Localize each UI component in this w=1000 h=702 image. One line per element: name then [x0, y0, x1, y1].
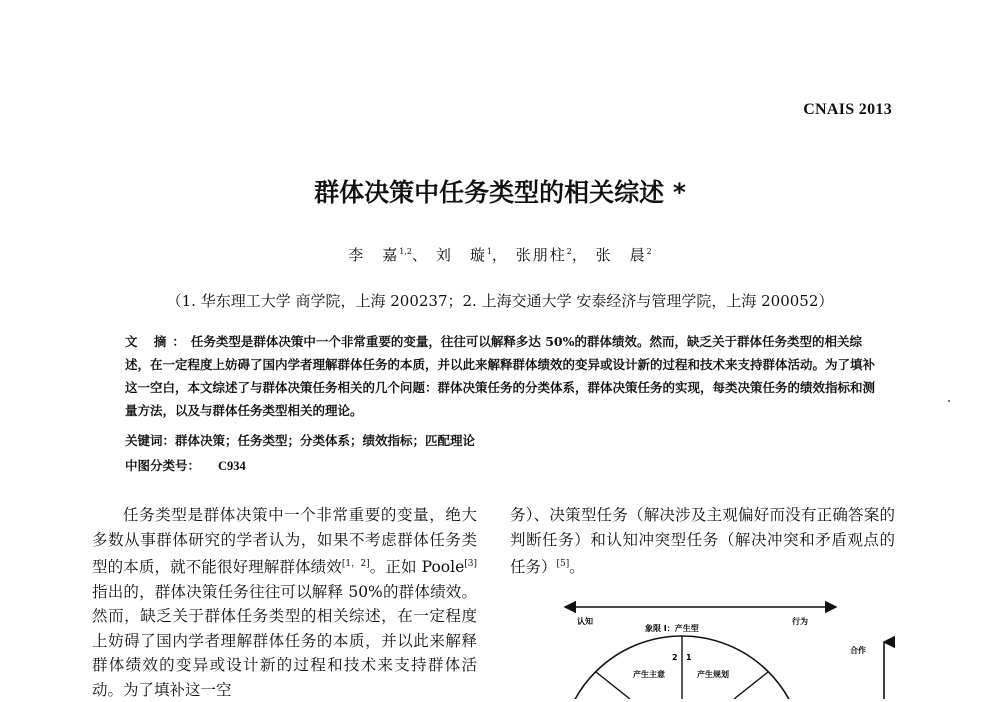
abstract: [125, 330, 875, 422]
abstract-text: 任务类型是群体决策中一个非常重要的变量，往往可以解释多达 50%的群体绩效。然而，缺乏关于群体任务类型的相关综述，在一定程度上妨碍了国内学者理解群体任务的本质，并以此来解释群体绩效的变异或设计新的过程和技术来支持群体活动。为了填补这一空白，本文综述了与群体决策任务相关的几个问题：群体决策任务的分类体系，群体决策任务的实现，每类决策任务的绩效指标和测量方法，以及与群体任务类型相关的理论。: [125, 334, 876, 418]
paper-title: 群体决策中任务类型的相关综述 *: [314, 178, 686, 207]
affiliations: （1. 华东理工大学 商学院，上海 200237；2. 上海交通大学 安泰经济与管理学院，上海 200052）: [166, 292, 834, 310]
diagonal-divider-right: [734, 672, 768, 699]
quadrant-label: 象限 I：产生型: [645, 624, 699, 633]
body-paragraph: [92, 503, 477, 702]
author-name: 李 嘉: [348, 246, 400, 264]
keywords-text: 群体决策；任务类型；分类体系；绩效指标；匹配理论: [175, 433, 476, 448]
axis-label-right: 行为: [792, 617, 808, 626]
author-affiliation-mark: 2: [566, 247, 572, 256]
author-name: 张 晨: [595, 246, 647, 264]
body-text: 。: [569, 558, 585, 577]
body-paragraph: [510, 503, 895, 580]
classification: [125, 454, 875, 478]
body-text: 。正如 Poole: [369, 558, 465, 577]
citation: [1，2]: [341, 559, 370, 569]
classification-code: C934: [218, 459, 246, 473]
body-column-left: [92, 503, 477, 702]
body-text: 务）、决策型任务（解决涉及主观偏好而没有正确答案的判断任务）和认知冲突型任务（解决冲突和矛盾观点的任务）: [510, 506, 895, 577]
sector-number-2: 2: [672, 653, 678, 662]
body-text: 任务类型是群体决策中一个非常重要的变量，绝大多数从事群体研究的学者认为，如果不考虑群体任务类型的本质，就不能很好理解群体绩效: [92, 506, 477, 577]
citation: [5]: [556, 559, 570, 569]
axis-label-left: 认知: [577, 617, 593, 626]
classification-label: 中图分类号：: [125, 458, 201, 473]
scan-speck: [948, 400, 950, 402]
diagonal-divider-left: [596, 672, 630, 699]
citation: [3]: [464, 559, 477, 569]
task-circumplex-figure: [520, 598, 900, 699]
sector-label-left: 产生主意: [633, 670, 665, 679]
author-affiliation-mark: 1: [486, 247, 492, 256]
body-text: 指出的，群体决策任务往往可以解释 50%的群体绩效。然而，缺乏关于群体任务类型的相关综述，在一定程度上妨碍了国内学者理解群体任务的本质，并以此来解释群体绩效的变异或设计新的过程和技术来支持群体活动。为了填补这一空: [92, 582, 477, 699]
author-list: 李 嘉$^{1,2}$、 刘 璇$^1$， 张朋柱$^2$， 张 晨$^2$: [348, 246, 652, 264]
author-affiliation-mark: 2: [646, 247, 652, 256]
conference-header: CNAIS 2013: [803, 101, 892, 118]
sector-number-1: 1: [686, 653, 692, 662]
keywords: [125, 429, 875, 452]
keywords-label: 关键词：: [125, 433, 176, 448]
author-name: 刘 璇: [435, 246, 487, 264]
sector-label-right: 产生规划: [697, 670, 729, 679]
author-affiliation-mark: 1,2: [399, 247, 413, 256]
cooperation-label: 合作: [850, 646, 866, 655]
author-name: 张朋柱: [515, 246, 567, 264]
abstract-label: 文 摘：: [125, 334, 191, 349]
body-column-right: [510, 503, 895, 580]
